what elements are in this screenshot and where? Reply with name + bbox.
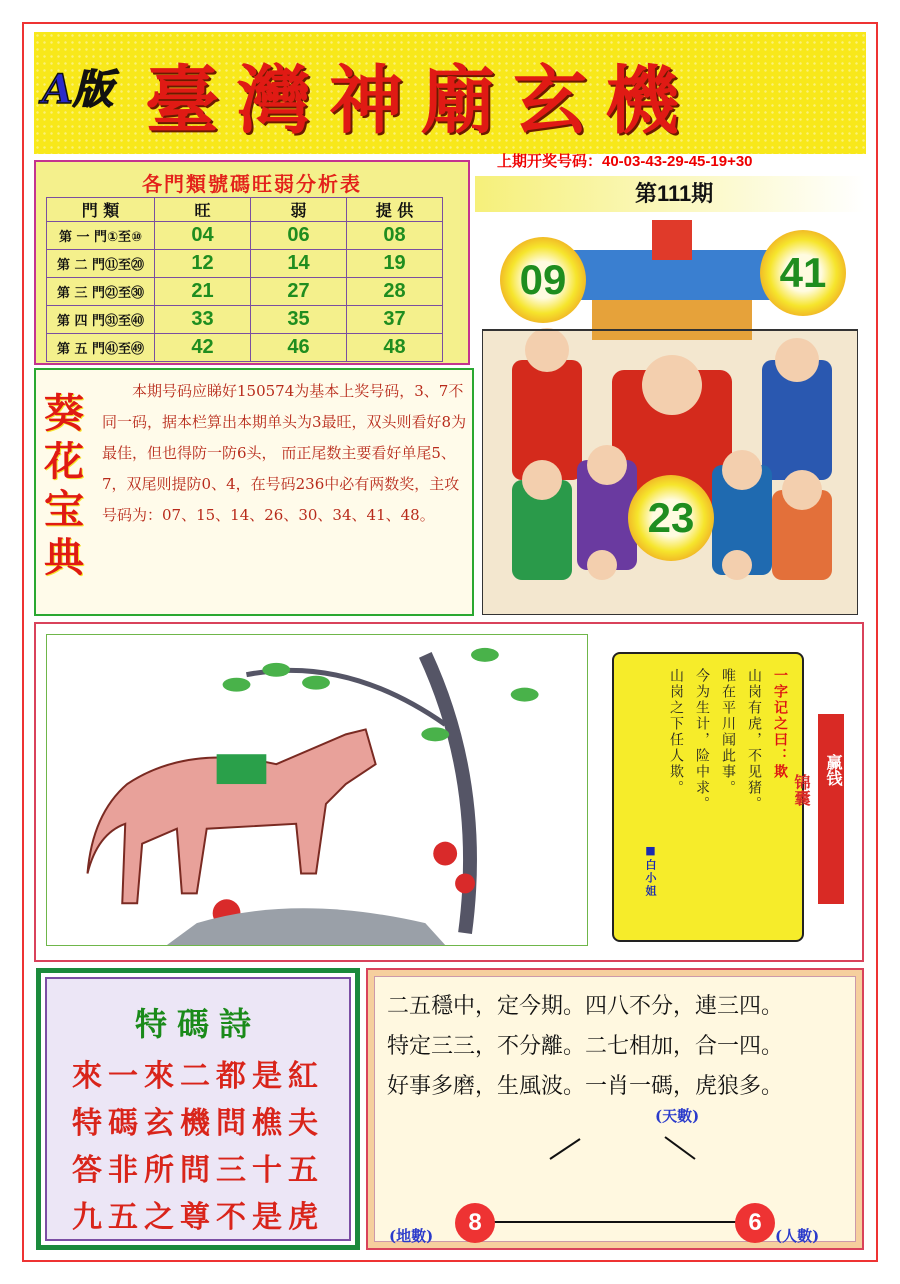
number-ball-center: 23 <box>628 475 714 561</box>
red-band <box>818 714 844 904</box>
cell-ruo: 14 <box>251 250 347 278</box>
row-label: 第 四 門㉛至㊵ <box>47 306 155 334</box>
cell-ti: 08 <box>347 222 443 250</box>
verse-line: 特定三三，不分離。二七相加，合一四。 <box>387 1034 784 1059</box>
edition-badge: A版 <box>42 66 114 113</box>
number-ball-right: 41 <box>760 230 846 316</box>
tian-label: (天數) <box>655 1107 700 1125</box>
cell-wang: 21 <box>155 278 251 306</box>
scroll-author: ■白小姐 <box>644 844 657 898</box>
bag-label: 锦囊 <box>792 774 811 806</box>
page-title: 臺灣神廟玄機 <box>145 58 697 144</box>
scroll-line: 山岗有虎，不见猪。 <box>746 668 762 812</box>
cell-ti: 28 <box>347 278 443 306</box>
cell-ruo: 46 <box>251 334 347 362</box>
scroll-line: 山岗之下任人欺。 <box>668 668 684 796</box>
scroll-line: 今为生计，险中求。 <box>694 668 710 812</box>
table-row <box>47 278 443 306</box>
cell-wang: 33 <box>155 306 251 334</box>
scroll-line: 唯在平川闻此事。 <box>720 668 736 796</box>
verse-line: 好事多磨，生風波。一肖一碼，虎狼多。 <box>387 1074 784 1099</box>
ren-number: 6 <box>735 1203 775 1243</box>
cell-ruo: 06 <box>251 222 347 250</box>
cell-ti: 48 <box>347 334 443 362</box>
row-label: 第 二 門⑪至⑳ <box>47 250 155 278</box>
cell-ruo: 27 <box>251 278 347 306</box>
horse-illustration <box>46 634 588 946</box>
col-header: 提 供 <box>347 198 443 222</box>
poem-line: 來一來二都是紅 <box>72 1059 324 1094</box>
table-row <box>47 222 443 250</box>
scroll-heading: 一字记之曰：欺 <box>772 668 788 780</box>
table-title: 各門類號碼旺弱分析表 <box>142 174 362 196</box>
poem-line: 答非所問三十五 <box>72 1153 324 1188</box>
di-label: (地數) <box>389 1227 434 1245</box>
special-poem-box <box>36 968 360 1250</box>
issue-number: 第111期 <box>475 176 865 212</box>
cell-ruo: 35 <box>251 306 347 334</box>
number-ball-left: 09 <box>500 237 586 323</box>
ren-label: (人數) <box>775 1227 820 1245</box>
previous-draw: 上期开奖号码：40-03-43-29-45-19+30 <box>497 153 753 170</box>
fortune-scroll <box>612 652 804 942</box>
cell-wang: 42 <box>155 334 251 362</box>
col-header: 旺 <box>155 198 251 222</box>
cell-wang: 12 <box>155 250 251 278</box>
table-header-row <box>47 198 443 222</box>
verse-box <box>366 968 864 1250</box>
verse-line: 二五穩中，定今期。四八不分，連三四。 <box>387 994 784 1019</box>
poem-line: 特碼玄機問樵夫 <box>72 1106 324 1141</box>
cell-wang: 04 <box>155 222 251 250</box>
cell-ti: 19 <box>347 250 443 278</box>
horse-section <box>34 622 864 962</box>
analysis-table-box <box>34 160 470 365</box>
table-row <box>47 250 443 278</box>
col-header: 弱 <box>251 198 347 222</box>
money-label: 赢钱 <box>824 754 843 786</box>
row-label: 第 三 門㉑至㉚ <box>47 278 155 306</box>
table-row <box>47 306 443 334</box>
kuihua-text: 本期号码应睇好150574为基本上奖号码，3、7不同一码，据本栏算出本期单头为3最旺，双头则看好8为最佳，但也得防一防6头， 而正尾数主要看好单尾5、7，双尾则提防0、4，在号码236中必有两数奖，主攻号码为：07、15、14、26、30、34、41、48。 <box>102 382 467 524</box>
row-label: 第 一 門①至⑩ <box>47 222 155 250</box>
table-row <box>47 334 443 362</box>
row-label: 第 五 門㊶至㊾ <box>47 334 155 362</box>
poem-title: 特碼詩 <box>134 1005 261 1043</box>
di-number: 8 <box>455 1203 495 1243</box>
cell-ti: 37 <box>347 306 443 334</box>
poem-line: 九五之尊不是虎 <box>72 1200 324 1235</box>
kuihua-box <box>34 368 474 616</box>
analysis-table <box>46 197 443 362</box>
kuihua-side-title: 葵花宝典 <box>44 390 84 581</box>
col-header: 門 類 <box>47 198 155 222</box>
